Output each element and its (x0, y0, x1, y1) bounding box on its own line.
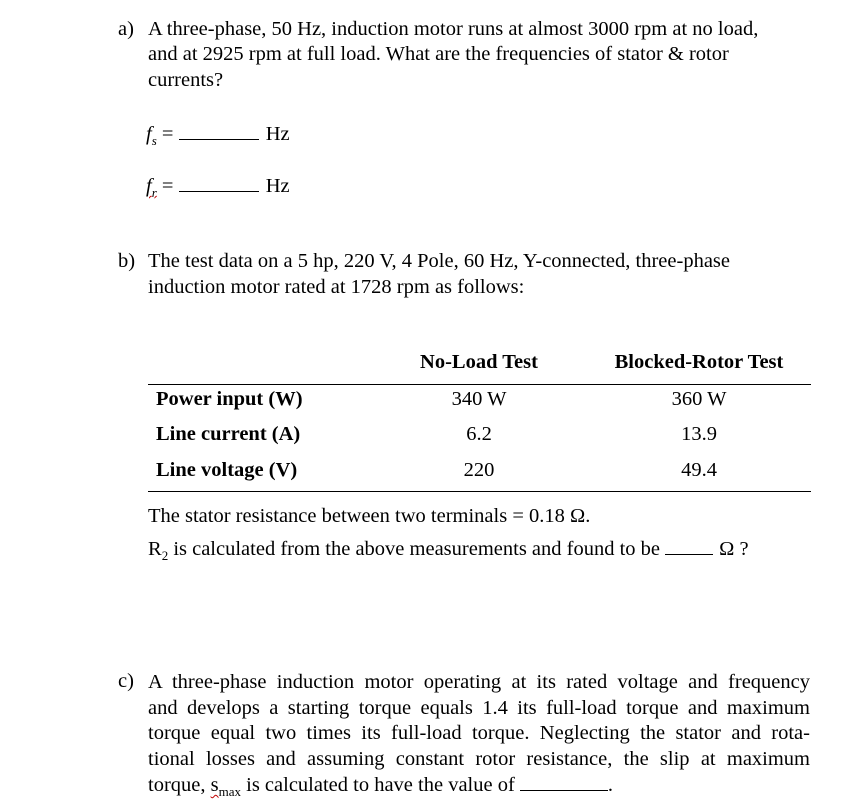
fs-row (146, 121, 290, 149)
part-c-line-2: and develops a starting torque equals 1.4 its full-load torque and maximum (148, 696, 810, 719)
fr-unit: Hz (265, 175, 290, 197)
r2-text: is calculated from the above measurements and found to be (168, 538, 666, 560)
part-c-end-punct: . (607, 774, 614, 796)
row-label-voltage: Line voltage (V) (156, 459, 298, 481)
part-c-marker: c) (118, 670, 134, 692)
r2-row (148, 536, 749, 564)
part-b-line-2: induction motor rated at 1728 rpm as follows: (148, 276, 525, 298)
fs-variable: f (146, 123, 152, 145)
r2-unit: Ω ? (719, 538, 749, 560)
table-header-blocked-rotor: Blocked-Rotor Test (614, 351, 784, 373)
part-c-line-4: tional losses and assuming constant rotor resistance, the slip at maximum (148, 747, 810, 770)
part-c-line-3: torque equal two times its full-load torque. Neglecting the stator and rota- (148, 722, 810, 744)
fs-unit: Hz (265, 123, 290, 145)
cell-voltage-no-load: 220 (463, 459, 495, 481)
fr-variable: f (146, 175, 152, 197)
table-header-no-load: No-Load Test (420, 351, 538, 373)
cell-current-blocked: 13.9 (681, 423, 717, 445)
smax-variable: s (210, 774, 219, 796)
cell-power-blocked: 360 W (671, 388, 727, 410)
smax-subscript: max (218, 784, 241, 800)
r2-subscript: 2 (161, 548, 169, 564)
part-a-marker: a) (118, 18, 134, 40)
part-a-line-1: A three-phase, 50 Hz, induction motor runs at almost 3000 rpm at no load, (148, 18, 759, 40)
fr-equals: = (161, 175, 174, 197)
r2-answer-blank[interactable] (665, 536, 713, 555)
row-label-power: Power input (W) (156, 388, 303, 410)
fs-answer-blank[interactable] (179, 121, 259, 140)
table-bottom-rule (148, 491, 811, 492)
row-label-current: Line current (A) (156, 423, 301, 445)
cell-voltage-blocked: 49.4 (681, 459, 717, 481)
cell-power-no-load: 340 W (451, 388, 507, 410)
part-a-line-3: currents? (148, 69, 224, 91)
table-top-rule (148, 384, 811, 385)
stator-resistance-text: The stator resistance between two terminals = 0.18 Ω. (148, 505, 591, 527)
cell-current-no-load: 6.2 (466, 423, 492, 445)
part-c-line-1: A three-phase induction motor operating at its rated voltage and frequency (148, 671, 810, 693)
r2-variable: R (148, 538, 162, 560)
part-c-last-suffix: is calculated to have the value of (241, 774, 520, 796)
part-b-marker: b) (118, 250, 136, 272)
part-c-last-prefix: torque, (148, 774, 211, 796)
part-c-line-5 (148, 772, 810, 805)
fr-subscript: r (151, 185, 157, 201)
part-b-line-1: The test data on a 5 hp, 220 V, 4 Pole, 60 Hz, Y-connected, three-phase (148, 250, 731, 272)
part-c-paragraph (148, 670, 810, 805)
fr-answer-blank[interactable] (179, 173, 259, 192)
part-a-line-2: and at 2925 rpm at full load. What are the frequencies of stator & rotor (148, 43, 729, 65)
fs-subscript: s (151, 133, 157, 149)
fr-row (146, 173, 290, 201)
smax-answer-blank[interactable] (520, 772, 608, 791)
fs-equals: = (161, 123, 174, 145)
